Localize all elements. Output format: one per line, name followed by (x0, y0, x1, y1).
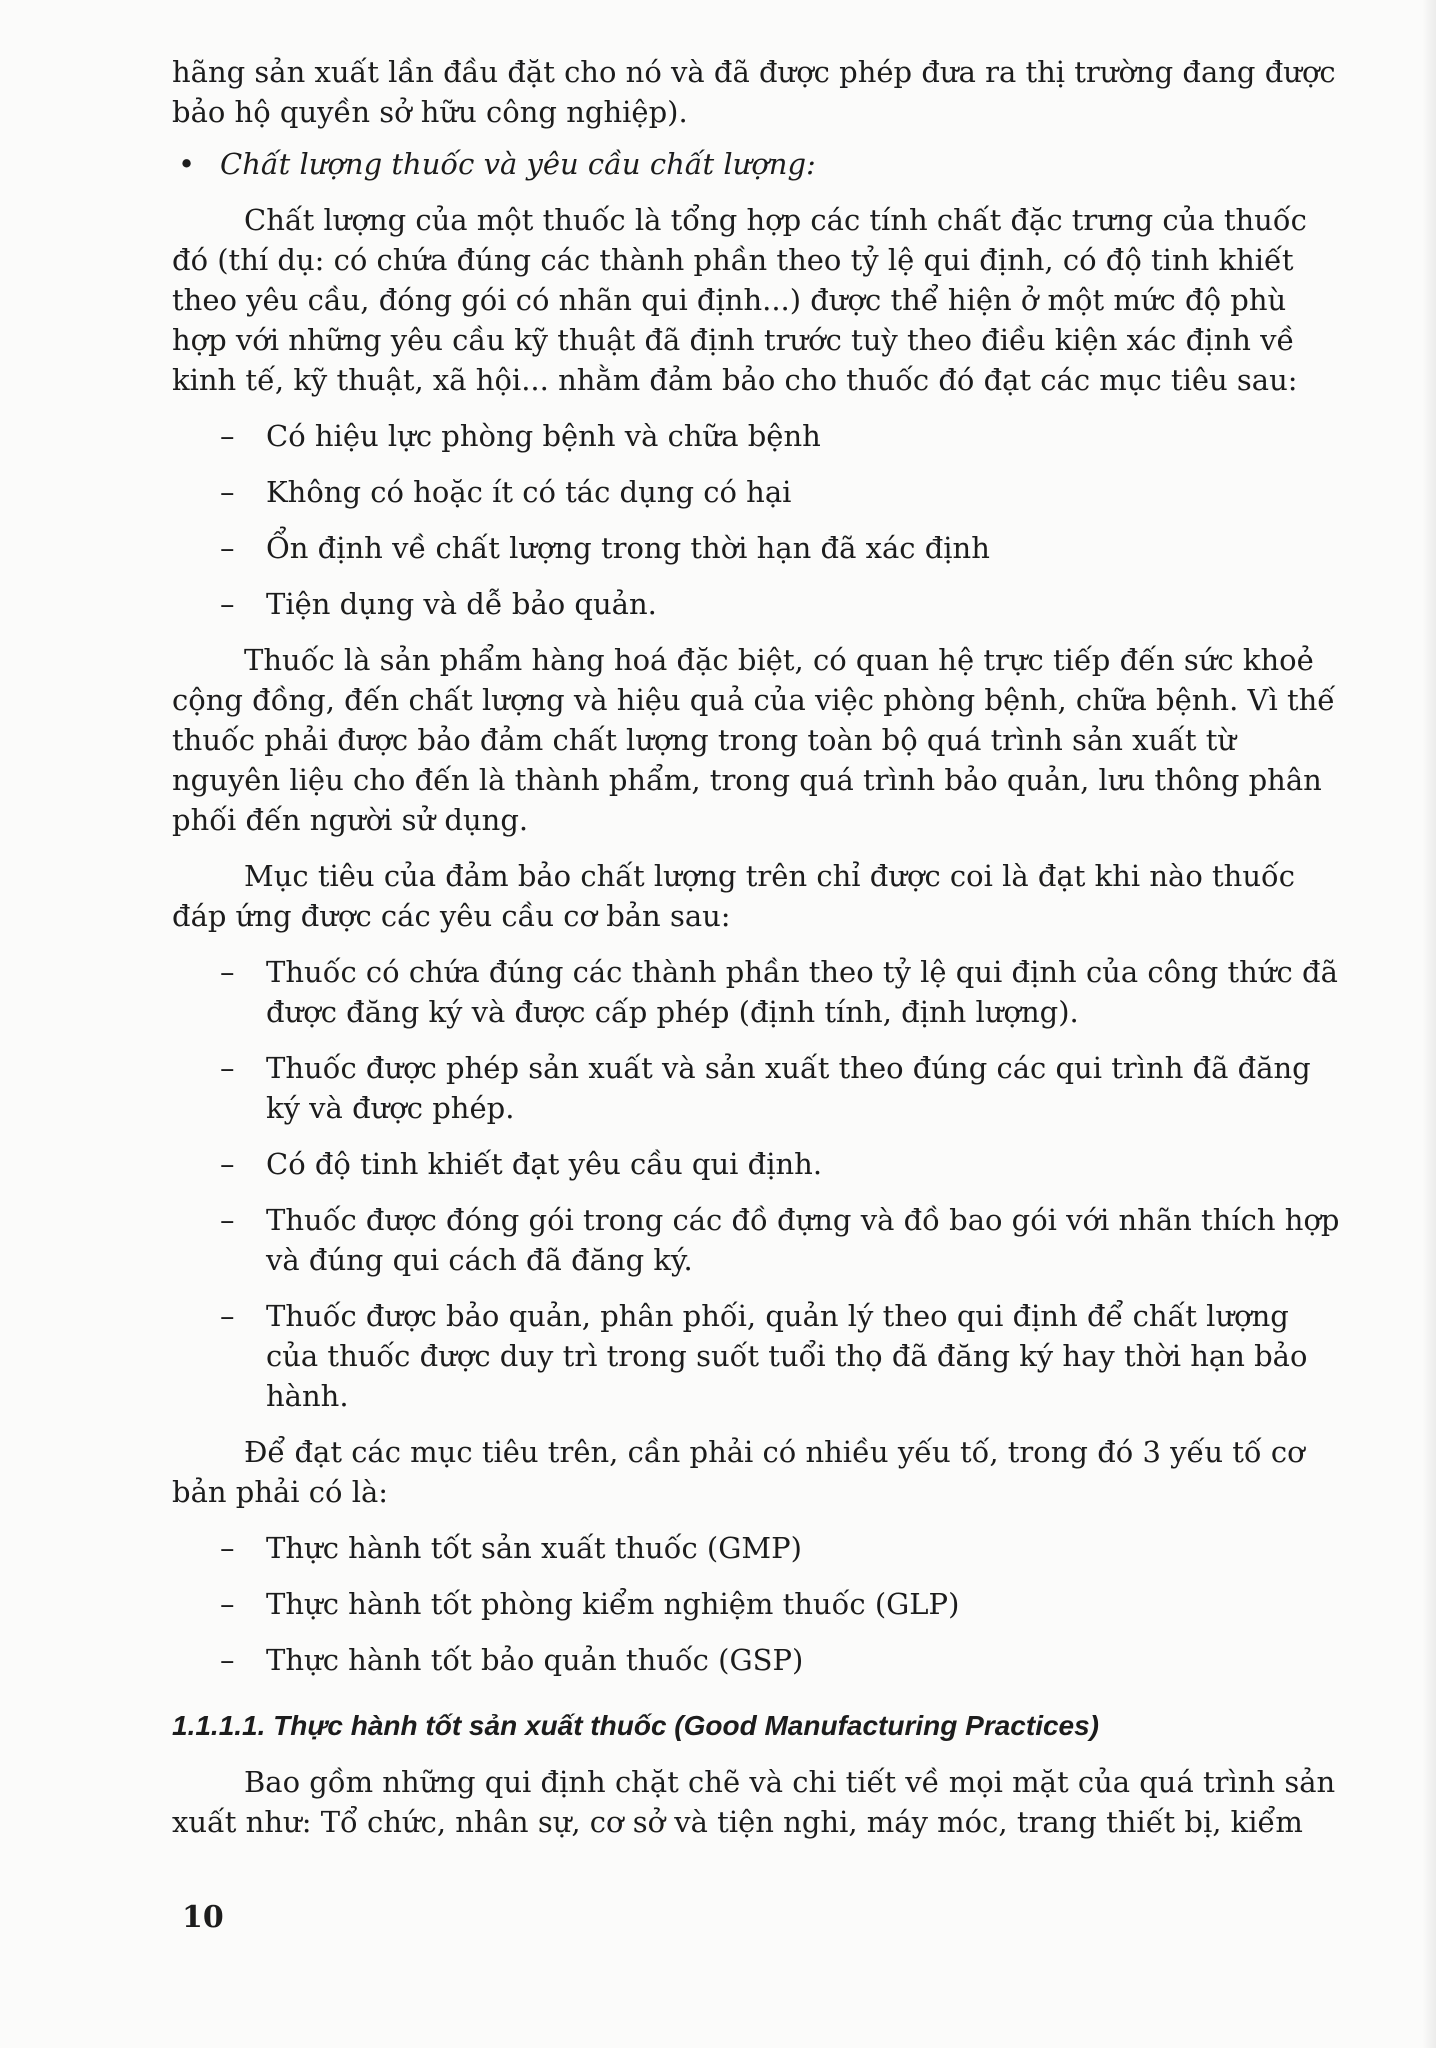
dash-marker: – (220, 955, 235, 989)
objective-paragraph: Mục tiêu của đảm bảo chất lượng trên chỉ được coi là đạt khi nào thuốc đáp ứng được các yêu cầu cơ bản sau: (172, 859, 1296, 933)
page-edge-shadow (1422, 0, 1436, 2048)
list-item (172, 1528, 1348, 1568)
dash-marker: – (220, 1531, 235, 1565)
list-item (172, 1640, 1348, 1680)
goals-list (172, 416, 1348, 624)
bullet-heading-text: Chất lượng thuốc và yêu cầu chất lượng: (220, 147, 816, 181)
requirement-text: Thuốc được đóng gói trong các đồ đựng và đồ bao gói với nhãn thích hợp và đúng qui cách đã đăng ký. (266, 1203, 1340, 1277)
practices-list (172, 1528, 1348, 1680)
list-item (172, 1296, 1348, 1416)
requirements-list (172, 952, 1348, 1416)
requirement-text: Thuốc được bảo quản, phân phối, quản lý theo qui định để chất lượng của thuốc được duy trì trong suốt tuổi thọ đã đăng ký hay thời hạn bảo hành. (266, 1299, 1308, 1413)
goal-text: Ổn định về chất lượng trong thời hạn đã xác định (266, 531, 990, 565)
factors-paragraph: Để đạt các mục tiêu trên, cần phải có nhiều yếu tố, trong đó 3 yếu tố cơ bản phải có là: (172, 1435, 1305, 1509)
special-goods-paragraph: Thuốc là sản phẩm hàng hoá đặc biệt, có quan hệ trực tiếp đến sức khoẻ cộng đồng, đến chất lượng và hiệu quả của việc phòng bệnh, chữa bệnh. Vì thế thuốc phải được bảo đảm chất lượng trong toàn bộ quá trình sản xuất từ nguyên liệu cho đến là thành phẩm, trong quá trình bảo quản, lưu thông phân phối đến người sử dụng. (172, 643, 1336, 837)
requirement-text: Có độ tinh khiết đạt yêu cầu qui định. (266, 1147, 823, 1181)
dash-marker: – (220, 1643, 235, 1677)
practice-text: Thực hành tốt phòng kiểm nghiệm thuốc (GLP) (266, 1587, 960, 1621)
dash-marker: – (220, 1299, 235, 1333)
list-item (172, 1200, 1348, 1280)
goal-text: Không có hoặc ít có tác dụng có hại (266, 475, 792, 509)
requirement-text: Thuốc có chứa đúng các thành phần theo tỷ lệ qui định của công thức đã được đăng ký và được cấp phép (định tính, định lượng). (266, 955, 1338, 1029)
practice-text: Thực hành tốt sản xuất thuốc (GMP) (266, 1531, 802, 1565)
list-item (172, 1048, 1348, 1128)
gmp-paragraph: Bao gồm những qui định chặt chẽ và chi tiết về mọi mặt của quá trình sản xuất như: Tổ chức, nhân sự, cơ sở và tiện nghi, máy móc, trang thiết bị, kiểm (172, 1765, 1336, 1839)
list-item (172, 1144, 1348, 1184)
dash-marker: – (220, 1203, 235, 1237)
quality-bullet-heading (172, 144, 1348, 184)
section-heading: 1.1.1.1. Thực hành tốt sản xuất thuốc (Good Manufacturing Practices) (172, 1710, 1100, 1741)
dash-marker: – (220, 475, 235, 509)
bullet-dot-icon: • (178, 147, 196, 181)
goal-text: Có hiệu lực phòng bệnh và chữa bệnh (266, 419, 821, 453)
list-item (172, 472, 1348, 512)
quality-definition-paragraph: Chất lượng của một thuốc là tổng hợp các tính chất đặc trưng của thuốc đó (thí dụ: có chứa đúng các thành phần theo tỷ lệ qui định, có độ tinh khiết theo yêu cầu, đóng gói có nhãn qui định...) được thể hiện ở một mức độ phù hợp với những yêu cầu kỹ thuật đã định trước tuỳ theo điều kiện xác định về kinh tế, kỹ thuật, xã hội... nhằm đảm bảo cho thuốc đó đạt các mục tiêu sau: (172, 203, 1307, 397)
dash-marker: – (220, 1147, 235, 1181)
dash-marker: – (220, 1587, 235, 1621)
dash-marker: – (220, 419, 235, 453)
goal-text: Tiện dụng và dễ bảo quản. (266, 587, 657, 621)
dash-marker: – (220, 587, 235, 621)
page-number: 10 (182, 1900, 224, 1935)
list-item (172, 416, 1348, 456)
intro-continuation-paragraph: hãng sản xuất lần đầu đặt cho nó và đã được phép đưa ra thị trường đang được bảo hộ quyền sở hữu công nghiệp). (172, 55, 1336, 129)
list-item (172, 584, 1348, 624)
list-item (172, 1584, 1348, 1624)
requirement-text: Thuốc được phép sản xuất và sản xuất theo đúng các qui trình đã đăng ký và được phép. (266, 1051, 1311, 1125)
list-item (172, 952, 1348, 1032)
dash-marker: – (220, 1051, 235, 1085)
practice-text: Thực hành tốt bảo quản thuốc (GSP) (266, 1643, 804, 1677)
dash-marker: – (220, 531, 235, 565)
page-content (172, 52, 1348, 1842)
list-item (172, 528, 1348, 568)
